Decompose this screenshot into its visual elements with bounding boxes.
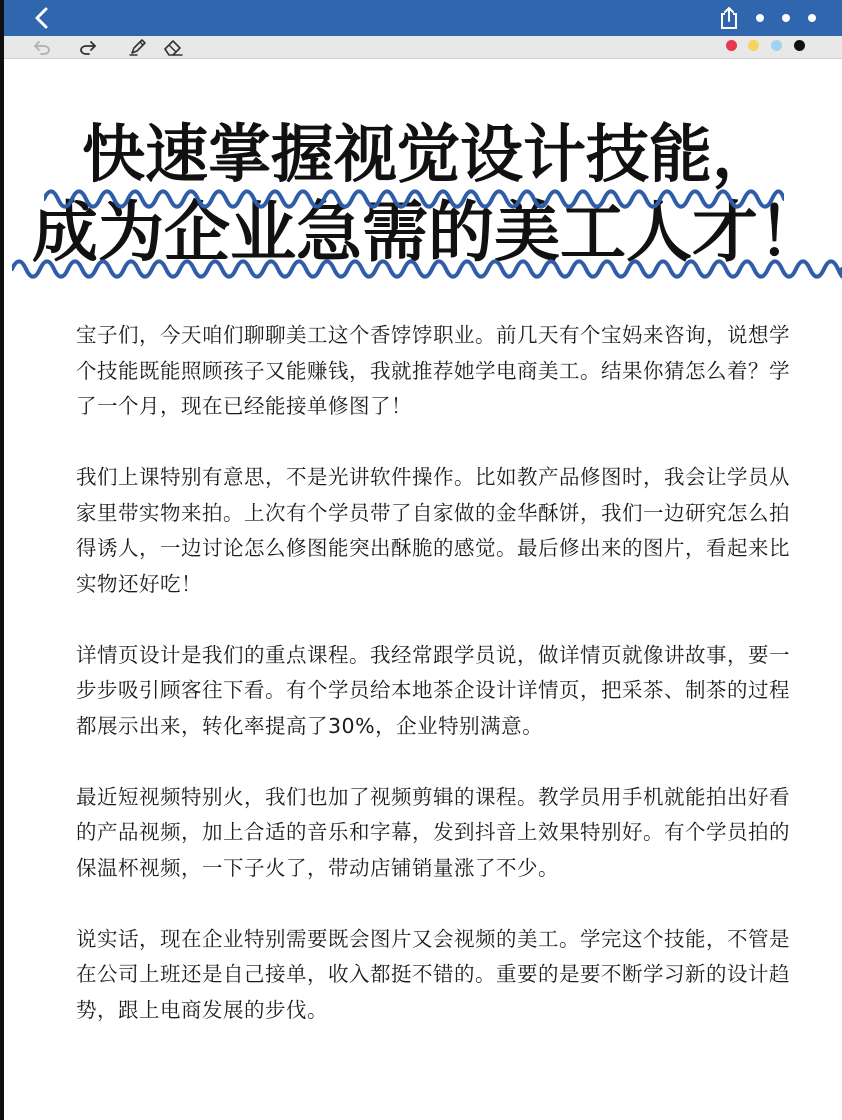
color-swatch-black[interactable] (794, 40, 805, 51)
wavy-underline-2 (12, 257, 842, 281)
article-paragraph-1: 宝子们，今天咱们聊聊美工这个香饽饽职业。前几天有个宝妈来咨询，说想学个技能既能照顾孩子又能赚钱，我就推荐她学电商美工。结果你猜怎么着？学了一个月，现在已经能接单修图了！ (76, 323, 790, 418)
more-dots-icon[interactable] (752, 10, 822, 26)
eraser-icon[interactable] (162, 38, 184, 56)
color-palette (724, 40, 820, 54)
headline-line-1: 快速掌握视觉设计技能， (82, 118, 775, 191)
redo-icon[interactable] (78, 39, 98, 55)
color-swatch-red[interactable] (726, 40, 737, 51)
chevron-left-icon[interactable] (30, 6, 54, 30)
pen-icon[interactable] (128, 38, 148, 56)
undo-icon[interactable] (32, 39, 52, 55)
article-paragraph-3: 详情页设计是我们的重点课程。我经常跟学员说，做详情页就像讲故事，要一步步吸引顾客往下看。有个学员给本地茶企设计详情页，把采茶、制茶的过程都展示出来，转化率提高了30%，企业特别满意。 (76, 642, 790, 738)
article-paragraph-4: 最近短视频特别火，我们也加了视频剪辑的课程。教学员用手机就能拍出好看的产品视频，加上合适的音乐和字幕，发到抖音上效果特别好。有个学员拍的保温杯视频，一下子火了，带动店铺销量涨了不少。 (76, 784, 790, 880)
article-paragraph-5: 说实话，现在企业特别需要既会图片又会视频的美工。学完这个技能，不管是在公司上班还是自己接单，收入都挺不错的。重要的是要不断学习新的设计趋势，跟上电商发展的步伐。 (76, 926, 790, 1022)
headline-line-2: 成为企业急需的美工人才！ (32, 194, 824, 271)
wavy-underline-1 (44, 187, 784, 211)
article-body (76, 318, 808, 1064)
share-icon[interactable] (717, 6, 741, 30)
note-page (4, 0, 842, 1120)
article-paragraph-2: 我们上课特别有意思，不是光讲软件操作。比如教产品修图时，我会让学员从家里带实物来拍。上次有个学员带了自家做的金华酥饼，我们一边研究怎么拍得诱人，一边讨论怎么修图能突出酥脆的感觉。最后修出来的图片，看起来比实物还好吃！ (76, 465, 790, 596)
color-swatch-yellow[interactable] (748, 40, 759, 51)
color-swatch-light-blue[interactable] (771, 40, 782, 51)
